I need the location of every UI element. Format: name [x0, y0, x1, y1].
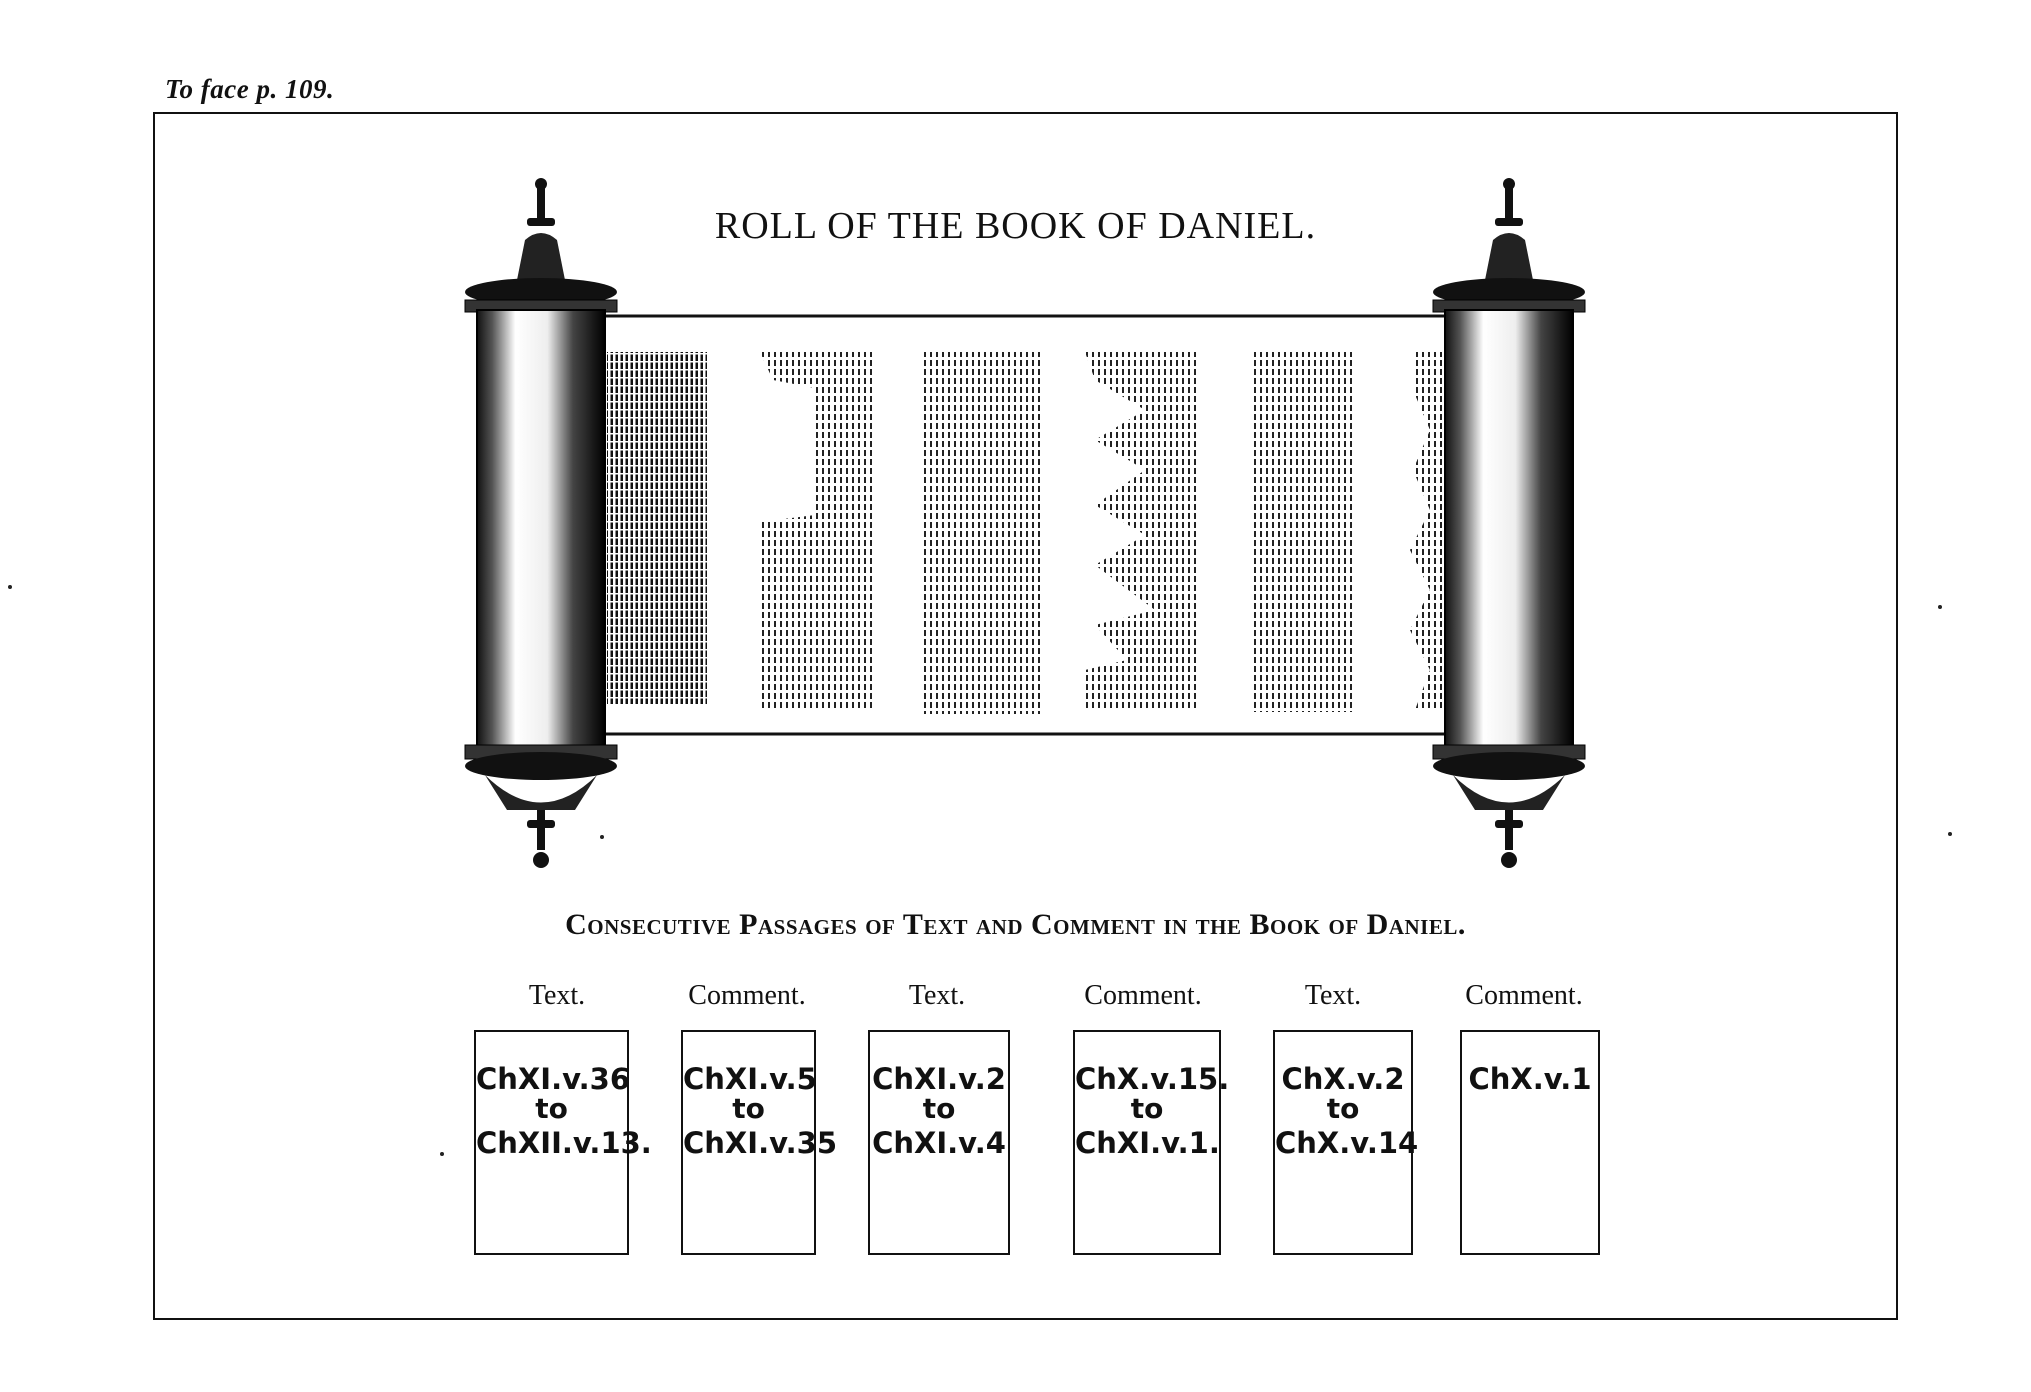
passage-from: ChXI.v.36 [476, 1062, 631, 1096]
passage-box-1 [474, 1030, 652, 1255]
passage-from: ChX.v.1 [1468, 1062, 1592, 1096]
left-roller [465, 178, 617, 868]
plate-title: ROLL OF THE BOOK OF DANIEL. [714, 205, 1317, 247]
passage-from: ChXI.v.2 [872, 1062, 1006, 1096]
passage-to-word: to [535, 1092, 568, 1125]
column-block-5 [1250, 352, 1355, 712]
passage-from: ChXI.v.5 [683, 1062, 817, 1096]
passage-box-6 [1460, 1030, 1600, 1255]
passage-to: ChXI.v.1. [1075, 1126, 1220, 1160]
passage-box-3 [868, 1030, 1010, 1255]
passages-heading: Consecutive Passages of Text and Comment in the Book of Daniel. [565, 908, 1466, 941]
column-label-5: Text. [1304, 980, 1362, 1011]
speck [8, 585, 12, 589]
page-reference: To face p. 109. [165, 74, 335, 104]
speck [600, 835, 604, 839]
column-label-4: Comment. [1084, 980, 1202, 1011]
column-block-3 [920, 352, 1040, 714]
column-label-3: Text. [908, 980, 966, 1011]
passage-to-word: to [1130, 1092, 1164, 1125]
column-label-1: Text. [528, 980, 586, 1011]
passage-from: ChX.v.15. [1075, 1062, 1230, 1096]
passage-to-word: to [922, 1092, 956, 1125]
speck [440, 1152, 444, 1156]
right-roller [1433, 178, 1585, 868]
passage-to-word: to [732, 1092, 765, 1125]
passage-box-5 [1273, 1030, 1419, 1255]
passage-box-4 [1073, 1030, 1230, 1255]
passage-to: ChXI.v.4 [872, 1126, 1006, 1160]
column-label-2: Comment. [688, 980, 806, 1011]
scroll-illustration [455, 170, 1595, 880]
speck [1938, 605, 1942, 609]
passage-box-2 [681, 1030, 838, 1255]
passage-from: ChX.v.2 [1281, 1062, 1405, 1096]
column-block-1 [607, 352, 707, 704]
speck [1948, 832, 1952, 836]
column-label-6: Comment. [1465, 980, 1583, 1011]
passage-to-word: to [1326, 1092, 1360, 1125]
passage-to: ChXI.v.35 [683, 1126, 838, 1160]
passage-to: ChXII.v.13. [476, 1126, 652, 1160]
passage-to: ChX.v.14 [1275, 1126, 1419, 1160]
